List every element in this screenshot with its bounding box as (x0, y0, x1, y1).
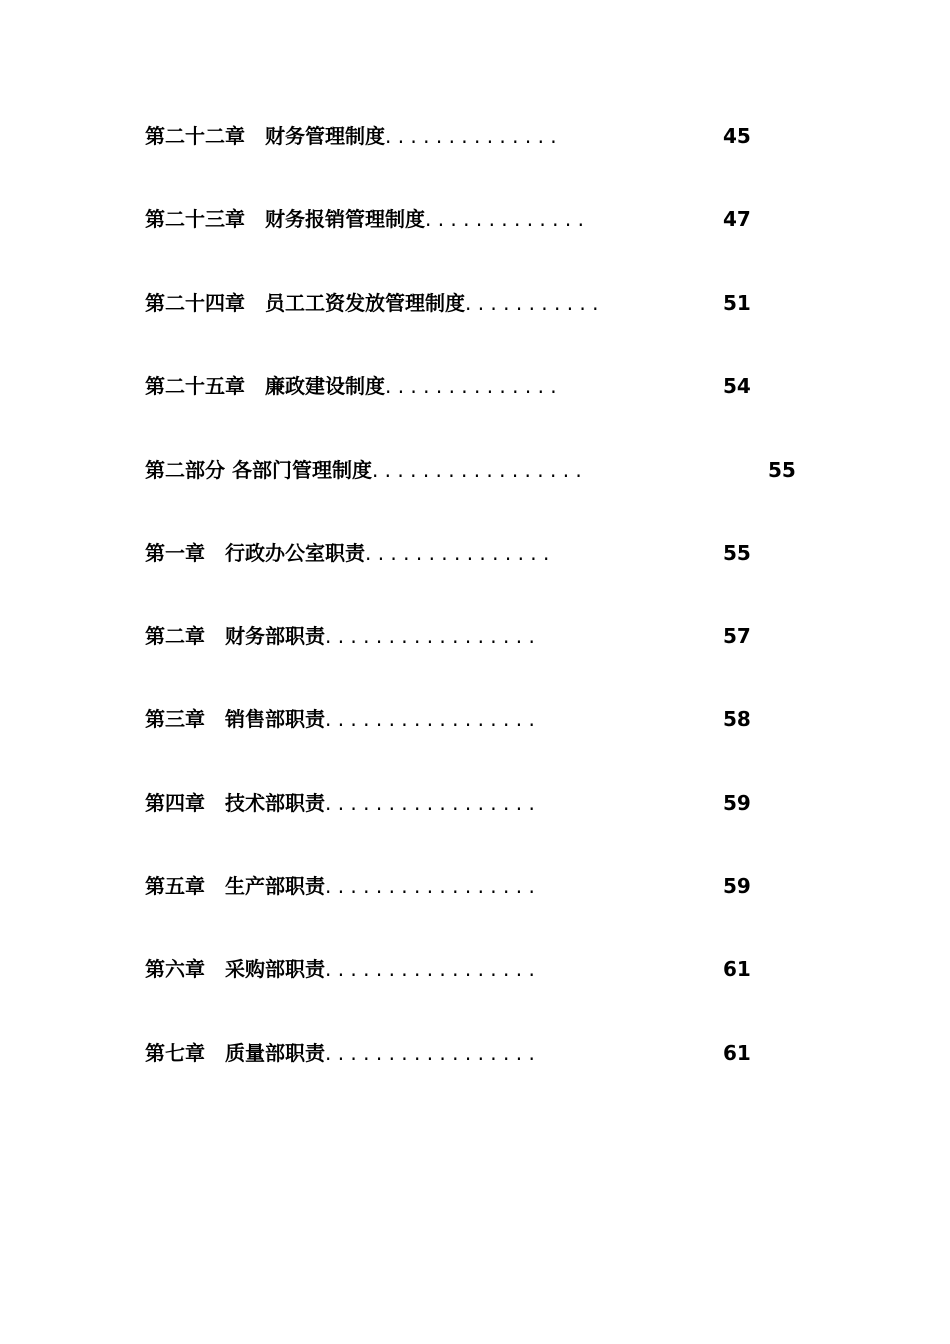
toc-entry-title: 第二十二章 财务管理制度 (145, 124, 385, 148)
toc-entry-title: 第二章 财务部职责 (145, 624, 325, 648)
toc-entry-title: 第二十四章 员工工资发放管理制度 (145, 291, 465, 315)
toc-dot-leader: . . . . . . . . . . . . . (425, 207, 584, 231)
toc-dot-leader: . . . . . . . . . . . . . . . . . (325, 791, 535, 815)
toc-entry[interactable] (145, 121, 751, 151)
toc-entry-title: 第六章 采购部职责 (145, 957, 325, 981)
toc-entry[interactable] (145, 954, 751, 984)
toc-entry-title: 第七章 质量部职责 (145, 1041, 325, 1065)
toc-entry-title: 第四章 技术部职责 (145, 791, 325, 815)
toc-page-number: 59 (723, 791, 751, 815)
toc-dot-leader: . . . . . . . . . . . (465, 291, 599, 315)
toc-entry[interactable] (145, 371, 751, 401)
toc-entry[interactable] (145, 788, 751, 818)
toc-entry[interactable] (145, 288, 751, 318)
toc-dot-leader: . . . . . . . . . . . . . . . . . (325, 957, 535, 981)
toc-entry-title: 第二部分 各部门管理制度 (145, 458, 372, 482)
toc-entry[interactable] (145, 871, 751, 901)
toc-dot-leader: . . . . . . . . . . . . . . (385, 124, 557, 148)
toc-entry-title: 第三章 销售部职责 (145, 707, 325, 731)
toc-dot-leader: . . . . . . . . . . . . . . . . . (371, 458, 582, 482)
toc-dot-leader: . . . . . . . . . . . . . . . . . (325, 707, 535, 731)
toc-entry-title: 第二十三章 财务报销管理制度 (145, 207, 425, 231)
toc-page-number: 55 (768, 458, 796, 482)
toc-entry[interactable] (145, 704, 751, 734)
toc-page-number: 59 (723, 874, 751, 898)
toc-dot-leader: . . . . . . . . . . . . . . . . . (325, 1041, 535, 1065)
toc-page-number: 61 (723, 957, 751, 981)
toc-entry[interactable] (145, 621, 751, 651)
toc-entry[interactable] (145, 204, 751, 234)
toc-entry-title: 第五章 生产部职责 (145, 874, 325, 898)
toc-entry-title: 第一章 行政办公室职责 (145, 541, 365, 565)
toc-entry[interactable] (145, 538, 751, 568)
toc-page-number: 47 (723, 207, 751, 231)
toc-page-number: 61 (723, 1041, 751, 1065)
toc-entry[interactable] (145, 1038, 751, 1068)
toc-page-number: 45 (723, 124, 751, 148)
toc-page-number: 58 (723, 707, 751, 731)
toc-page-number: 54 (723, 374, 751, 398)
toc-page-number: 55 (723, 541, 751, 565)
toc-entry[interactable] (145, 455, 796, 485)
toc-dot-leader: . . . . . . . . . . . . . . . (365, 541, 550, 565)
toc-page-number: 57 (723, 624, 751, 648)
toc-dot-leader: . . . . . . . . . . . . . . . . . (325, 624, 535, 648)
toc-dot-leader: . . . . . . . . . . . . . . . . . (325, 874, 535, 898)
toc-dot-leader: . . . . . . . . . . . . . . (385, 374, 557, 398)
toc-page-number: 51 (723, 291, 751, 315)
toc-entry-title: 第二十五章 廉政建设制度 (145, 374, 385, 398)
